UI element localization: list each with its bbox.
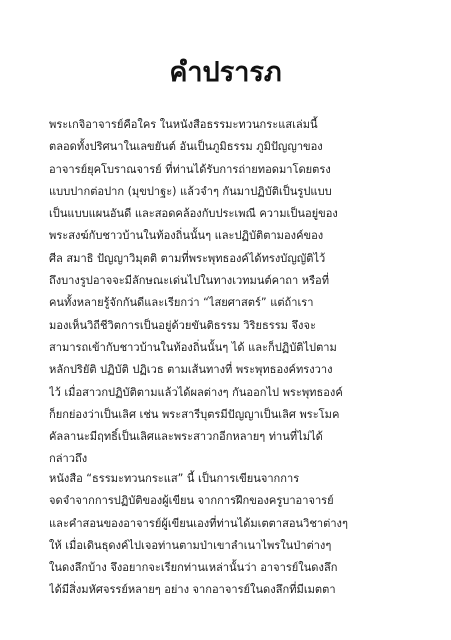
text-line: หลักปริยัติ ปฏิบัติ ปฏิเวธ ตามเส้นทางที่ พระพุทธองค์ทรงวาง xyxy=(49,363,333,377)
text-line: พระเกจิอาจารย์คือใคร ในหนังสือธรรมะทวนกระแสเล่มนี้ xyxy=(49,118,318,131)
page-title: คำปรารภ xyxy=(169,57,282,88)
text-line: สามารถเข้ากับชาวบ้านในท้องถิ่นนั้นๆ ได้ และก็ปฏิบัติไปตาม xyxy=(49,340,337,354)
text-line: ให้ เมื่อเดินธุดงค์ไปเจอท่านตามป่าเขาลำเนาไพรในป่าต่างๆ xyxy=(49,538,332,552)
paragraph-intro xyxy=(49,114,409,471)
text-line: จดจำจากการปฏิบัติของผู้เขียน จากการฝึกของครูบาอาจารย์ xyxy=(49,494,334,508)
text-line: กล่าวถึง xyxy=(49,452,88,466)
text-line: ในดงลึกบ้าง จึงอยากจะเรียกท่านเหล่านั้นว่า อาจารย์ในดงลึก xyxy=(49,561,338,575)
text-line: เป็นแบบแผนอันดี และสอดคล้องกับประเพณี ความเป็นอยู่ของ xyxy=(49,207,338,221)
text-line: มองเห็นวิถีชีวิตการเป็นอยู่ด้วยขันติธรรม วิริยธรรม จึงจะ xyxy=(49,318,316,332)
text-line: ถึงบางรูปอาจจะมีลักษณะเด่นไปในทางเวทมนต์คาถา หรือที่ xyxy=(49,274,330,288)
text-line: และคำสอนของอาจารย์ผู้เขียนเองที่ท่านได้มเตตาสอนวิชาต่างๆ xyxy=(49,516,348,530)
text-line: ไว้ เมื่อสาวกปฏิบัติตามแล้วได้ผลต่างๆ กันออกไป พระพุทธองค์ xyxy=(49,385,343,399)
text-line: ได้มีสิ่งมหัศจรรย์หลายๆ อย่าง จากอาจารย์ในดงลึกที่มีเมตตา xyxy=(49,583,336,597)
text-line: หนังสือ “ธรรมะทวนกระแส” นี้ เป็นการเขียนจากการ xyxy=(49,472,300,485)
text-line: ศีล สมาธิ ปัญญาวิมุตติ ตามที่พระพุทธองค์ได้ทรงบัญญัติไว้ xyxy=(49,251,326,265)
text-line: คนทั้งหลายรู้จักกันดีและเรียกว่า “ไสยศาสตร์” แต่ถ้าเรา xyxy=(49,296,314,310)
text-line: พระสงฆ์กับชาวบ้านในท้องถิ่นนั้นๆ และปฏิบัติตามองค์ของ xyxy=(49,229,324,243)
text-line: ก็ยกย่องว่าเป็นเลิศ เช่น พระสารีบุตรมีปัญญาเป็นเลิศ พระโมค xyxy=(49,407,340,421)
text-line: แบบปากต่อปาก (มุขปาฐะ) แล้วจำๆ กันมาปฏิบัติเป็นรูปแบบ xyxy=(49,184,332,198)
text-line: อาจารย์ยุคโบราณจารย์ ที่ท่านได้รับการถ่ายทอดมาโดยตรง xyxy=(49,162,331,176)
text-line: คัลลานะมีฤทธิ์เป็นเลิศและพระสาวกอีกหลายๆ ท่านที่ไม่ได้ xyxy=(49,430,323,444)
paragraph-book xyxy=(49,468,409,602)
text-line: ตลอดทั้งปริศนาในเลขยันต์ อันเป็นภูมิธรรม ภูมิปัญญาของ xyxy=(49,140,323,154)
